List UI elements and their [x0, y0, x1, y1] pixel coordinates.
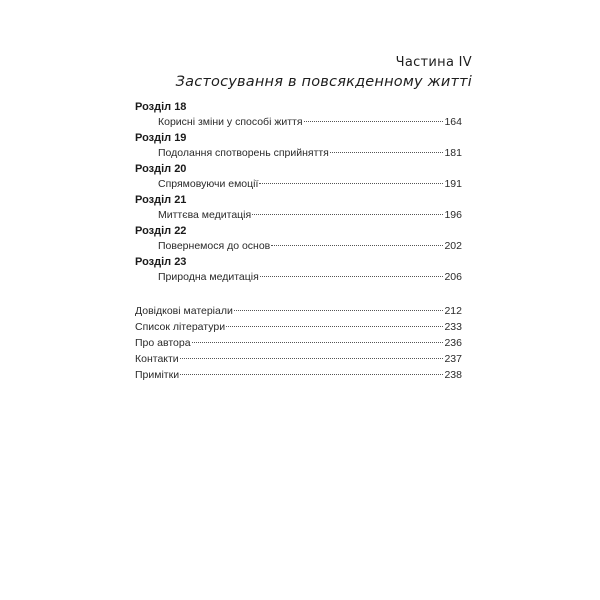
dot-leader: [226, 326, 443, 327]
entry-page-number: 238: [444, 369, 462, 381]
toc-entry: [135, 270, 462, 285]
toc-entry: [135, 320, 462, 335]
table-of-contents: [135, 100, 462, 384]
toc-entry: [135, 368, 462, 383]
entry-page-number: 196: [444, 209, 462, 221]
part-header: [176, 54, 472, 92]
entry-title: Спрямовуючи емоції: [158, 178, 259, 190]
chapter-block: [135, 131, 462, 161]
entry-title: Подолання спотворень сприйняття: [158, 147, 329, 159]
dot-leader: [234, 310, 444, 311]
dot-leader: [180, 374, 443, 375]
chapter-heading: Розділ 18: [135, 101, 187, 113]
entry-page-number: 236: [444, 337, 462, 349]
entry-page-number: 181: [444, 147, 462, 159]
dot-leader: [304, 121, 444, 122]
entry-page-number: 237: [444, 353, 462, 365]
entry-title: Корисні зміни у способі життя: [158, 116, 303, 128]
chapter-heading: Розділ 19: [135, 132, 187, 144]
chapter-block: [135, 162, 462, 192]
toc-entry: [135, 208, 462, 223]
entry-title: Контакти: [135, 353, 179, 365]
entry-page-number: 233: [444, 321, 462, 333]
entry-page-number: 191: [444, 178, 462, 190]
entry-title: Миттєва медитація: [158, 209, 252, 221]
toc-entry: [135, 239, 462, 254]
entry-page-number: 212: [444, 305, 462, 317]
chapter-heading: Розділ 22: [135, 225, 187, 237]
chapter-block: [135, 255, 462, 285]
section-spacer: [135, 286, 462, 304]
toc-entry: [135, 352, 462, 367]
entry-title: Примітки: [135, 369, 180, 381]
dot-leader: [192, 342, 444, 343]
entry-title: Природна медитація: [158, 271, 259, 283]
entry-page-number: 202: [444, 240, 462, 252]
chapter-heading: Розділ 21: [135, 194, 187, 206]
chapter-block: [135, 100, 462, 130]
dot-leader: [180, 358, 444, 359]
dot-leader: [260, 276, 444, 277]
toc-entry: [135, 336, 462, 351]
toc-entry: [135, 177, 462, 192]
entry-title: Про автора: [135, 337, 191, 349]
dot-leader: [330, 152, 444, 153]
part-label: Частина IV: [395, 55, 472, 70]
entry-title: Довідкові матеріали: [135, 305, 233, 317]
entry-page-number: 206: [444, 271, 462, 283]
entry-title: Список літератури: [135, 321, 226, 333]
toc-entry: [135, 146, 462, 161]
chapter-block: [135, 193, 462, 223]
toc-entry: [135, 115, 462, 130]
toc-entry: [135, 304, 462, 319]
appendix-list: [135, 304, 462, 383]
part-title: Застосування в повсякденному житті: [175, 74, 472, 90]
chapter-block: [135, 224, 462, 254]
entry-page-number: 164: [444, 116, 462, 128]
chapter-heading: Розділ 20: [135, 163, 187, 175]
dot-leader: [252, 214, 443, 215]
dot-leader: [259, 183, 443, 184]
chapter-heading: Розділ 23: [135, 256, 187, 268]
entry-title: Повернемося до основ: [158, 240, 271, 252]
dot-leader: [271, 245, 443, 246]
